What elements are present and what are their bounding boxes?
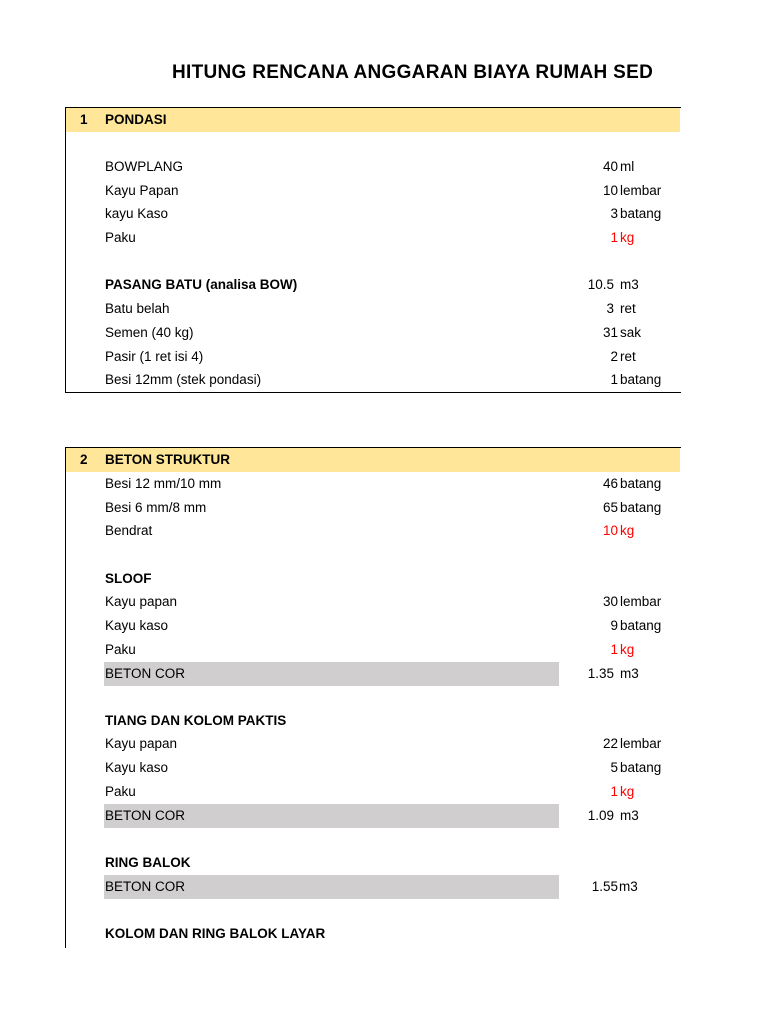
item-label: kayu Kaso bbox=[105, 206, 169, 221]
item-label: Kayu Papan bbox=[105, 183, 179, 198]
item-qty: 1 bbox=[610, 230, 618, 245]
table-row bbox=[66, 297, 680, 321]
item-unit: batang bbox=[620, 760, 662, 775]
item-label: Besi 6 mm/8 mm bbox=[105, 500, 207, 515]
item-unit: m3 bbox=[619, 879, 638, 894]
item-qty: 3 bbox=[606, 301, 614, 316]
item-qty: 1 bbox=[610, 372, 618, 387]
subsection-label: RING BALOK bbox=[105, 855, 191, 870]
section-beton-struktur bbox=[65, 447, 681, 948]
item-unit: kg bbox=[620, 642, 635, 657]
item-qty: 10 bbox=[602, 523, 618, 538]
section-number: 2 bbox=[80, 452, 88, 467]
item-label: Bendrat bbox=[105, 523, 153, 538]
table-row bbox=[66, 922, 680, 946]
table-row bbox=[66, 345, 680, 369]
item-unit: lembar bbox=[620, 183, 662, 198]
item-unit: kg bbox=[620, 784, 635, 799]
item-qty: 1.35 bbox=[587, 666, 614, 681]
table-row bbox=[66, 804, 680, 828]
item-qty: 2 bbox=[610, 349, 618, 364]
section-name: PONDASI bbox=[105, 112, 167, 127]
item-unit: m3 bbox=[620, 666, 639, 681]
sheet-title-wrap bbox=[0, 62, 680, 94]
item-qty: 1 bbox=[610, 642, 618, 657]
item-unit: m3 bbox=[620, 277, 639, 292]
item-label: Kayu kaso bbox=[105, 618, 169, 633]
item-unit: ml bbox=[620, 159, 635, 174]
item-unit: batang bbox=[620, 500, 662, 515]
item-unit: lembar bbox=[620, 594, 662, 609]
item-label: Paku bbox=[105, 642, 136, 657]
item-qty: 40 bbox=[602, 159, 618, 174]
sheet-title: HITUNG RENCANA ANGGARAN BIAYA RUMAH SED bbox=[172, 62, 654, 83]
item-label: BOWPLANG bbox=[105, 159, 184, 174]
table-row bbox=[66, 202, 680, 226]
section-header bbox=[66, 448, 680, 472]
table-row bbox=[66, 709, 680, 733]
item-label: Kayu kaso bbox=[105, 760, 169, 775]
subsection-label: SLOOF bbox=[105, 571, 152, 586]
section-number: 1 bbox=[80, 112, 88, 127]
table-row bbox=[66, 368, 680, 392]
item-unit: batang bbox=[620, 372, 662, 387]
table-row bbox=[66, 472, 680, 496]
item-qty: 31 bbox=[602, 325, 618, 340]
table-row bbox=[66, 496, 680, 520]
item-qty: 65 bbox=[602, 500, 618, 515]
item-qty: 5 bbox=[610, 760, 618, 775]
table-row bbox=[66, 273, 680, 297]
item-unit: lembar bbox=[620, 736, 662, 751]
item-label: BETON COR bbox=[105, 666, 186, 681]
item-unit: m3 bbox=[620, 808, 639, 823]
item-label: Semen (40 kg) bbox=[105, 325, 194, 340]
item-label: Paku bbox=[105, 230, 136, 245]
item-label: Batu belah bbox=[105, 301, 170, 316]
item-unit: kg bbox=[620, 523, 635, 538]
item-label: Besi 12 mm/10 mm bbox=[105, 476, 222, 491]
item-label: Kayu papan bbox=[105, 594, 178, 609]
table-row bbox=[66, 590, 680, 614]
subsection-label: PASANG BATU (analisa BOW) bbox=[105, 277, 298, 292]
item-unit: batang bbox=[620, 476, 662, 491]
section-name: BETON STRUKTUR bbox=[105, 452, 231, 467]
item-qty: 10 bbox=[602, 183, 618, 198]
table-row bbox=[66, 780, 680, 804]
item-qty: 9 bbox=[610, 618, 618, 633]
item-qty: 22 bbox=[602, 736, 618, 751]
item-unit: batang bbox=[620, 618, 662, 633]
item-label: Pasir (1 ret isi 4) bbox=[105, 349, 204, 364]
table-row bbox=[66, 732, 680, 756]
table-row bbox=[66, 321, 680, 345]
table-row bbox=[66, 519, 680, 543]
table-row bbox=[66, 155, 680, 179]
item-qty: 46 bbox=[602, 476, 618, 491]
table-row bbox=[66, 614, 680, 638]
subsection-label: TIANG DAN KOLOM PAKTIS bbox=[105, 713, 287, 728]
subsection-label: KOLOM DAN RING BALOK LAYAR bbox=[105, 926, 326, 941]
item-unit: sak bbox=[620, 325, 642, 340]
item-qty: 30 bbox=[602, 594, 618, 609]
section-header bbox=[66, 108, 680, 132]
item-unit: ret bbox=[620, 301, 636, 316]
item-label: BETON COR bbox=[105, 879, 186, 894]
item-label: BETON COR bbox=[105, 808, 186, 823]
item-qty: 1.09 bbox=[587, 808, 614, 823]
item-label: Besi 12mm (stek pondasi) bbox=[105, 372, 262, 387]
table-row bbox=[66, 875, 680, 899]
table-row bbox=[66, 179, 680, 203]
item-label: Kayu papan bbox=[105, 736, 178, 751]
table-row bbox=[66, 756, 680, 780]
table-row bbox=[66, 226, 680, 250]
item-qty: 3 bbox=[610, 206, 618, 221]
item-unit: ret bbox=[620, 349, 636, 364]
item-unit: kg bbox=[620, 230, 635, 245]
table-row bbox=[66, 662, 680, 686]
item-qty: 1 bbox=[610, 784, 618, 799]
section-pondasi bbox=[65, 107, 681, 393]
item-qty: 10.5 bbox=[587, 277, 614, 292]
table-row bbox=[66, 851, 680, 875]
table-row bbox=[66, 638, 680, 662]
item-qty: 1.55 bbox=[591, 879, 618, 894]
table-row bbox=[66, 567, 680, 591]
item-unit: batang bbox=[620, 206, 662, 221]
item-label: Paku bbox=[105, 784, 136, 799]
